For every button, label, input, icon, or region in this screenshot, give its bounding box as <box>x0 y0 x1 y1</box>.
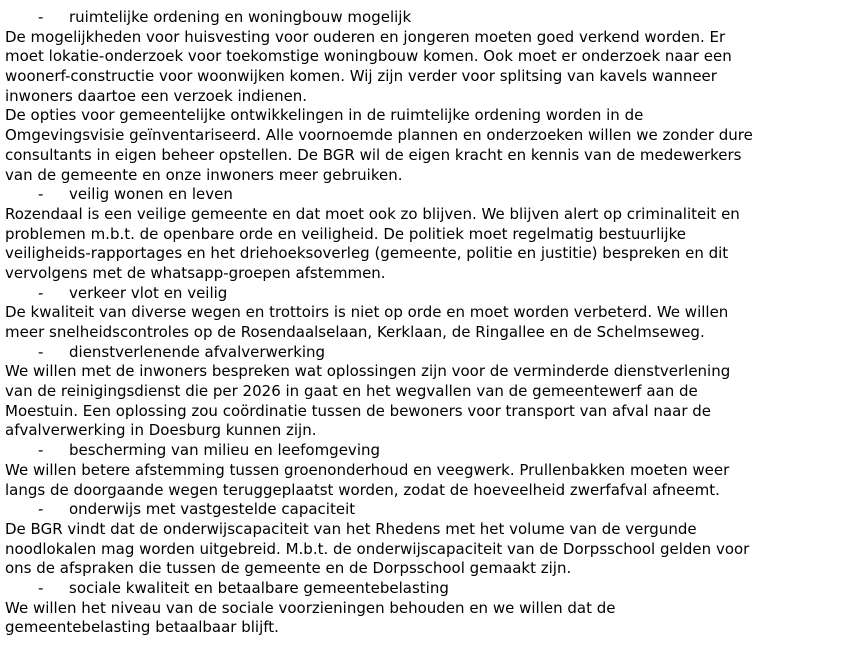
paragraph-line: inwoners daartoe een verzoek indienen. <box>5 86 308 105</box>
paragraph-line: problemen m.b.t. de openbare orde en veiligheid. De politiek moet regelmatig bestuurlijke <box>5 224 686 243</box>
paragraph-line: We willen met de inwoners bespreken wat oplossingen zijn voor de verminderde dienstverlening <box>5 362 731 381</box>
paragraph-line: Moestuin. Een oplossing zou coördinatie tussen de bewoners voor transport van afval naar de <box>5 401 712 420</box>
bullet-heading <box>5 284 843 304</box>
bullet-heading-text: dienstverlenende afvalverwerking <box>69 342 326 361</box>
document-body <box>5 8 843 638</box>
paragraph-line: meer snelheidscontroles op de Rosendaalselaan, Kerklaan, de Ringallee en de Schelmseweg. <box>5 323 705 341</box>
paragraph-line: gemeentebelasting betaalbaar blijft. <box>5 618 279 637</box>
bullet-heading <box>5 441 843 461</box>
bullet-heading <box>5 185 843 205</box>
paragraph-line: Rozendaal is een veilige gemeente en dat moet ook zo blijven. We blijven alert op criminaliteit en <box>5 204 740 223</box>
paragraph-line: Omgevingsvisie geïnventariseerd. Alle voornoemde plannen en onderzoeken willen we zonder dure <box>5 126 753 145</box>
paragraph-line: We willen betere afstemming tussen groenonderhoud en veegwerk. Prullenbakken moeten weer <box>5 460 730 479</box>
bullet-dash: - <box>38 441 44 460</box>
bullet-dash: - <box>38 578 44 597</box>
paragraph-line: consultants in eigen beheer opstellen. De BGR wil de eigen kracht en kennis van de medewerkers <box>5 145 742 164</box>
paragraph-line: ons de afspraken die tussen de gemeente en de Dorpsschool gemaakt zijn. <box>5 559 572 578</box>
paragraph-line: De mogelijkheden voor huisvesting voor ouderen en jongeren moeten goed verkend worden. Er <box>5 27 726 46</box>
paragraph-line: veiligheids-rapportages en het driehoeksoverleg (gemeente, politie en justitie) bespreken en dit <box>5 244 729 263</box>
bullet-heading-text: sociale kwaliteit en betaalbare gemeentebelasting <box>69 578 449 597</box>
paragraph-line: langs de doorgaande wegen teruggeplaatst worden, zodat de hoeveelheid zwerfafval afneemt. <box>5 480 720 499</box>
bullet-heading-text: verkeer vlot en veilig <box>69 283 228 302</box>
bullet-heading-text: onderwijs met vastgestelde capaciteit <box>69 500 356 519</box>
bullet-heading-text: bescherming van milieu en leefomgeving <box>69 441 381 460</box>
paragraph-line: We willen het niveau van de sociale voorzieningen behouden en we willen dat de <box>5 598 616 617</box>
bullet-heading-text: veilig wonen en leven <box>69 185 233 204</box>
paragraph-line: van de gemeente en onze inwoners meer gebruiken. <box>5 165 403 184</box>
paragraph-line: vervolgens met de whatsapp-groepen afstemmen. <box>5 263 386 282</box>
bullet-dash: - <box>38 283 44 302</box>
bullet-heading-text: ruimtelijke ordening en woningbouw mogelijk <box>69 8 412 26</box>
paragraph-line: woonerf-constructie voor woonwijken komen. Wij zijn verder voor splitsing van kavels wanneer <box>5 67 717 86</box>
bullet-heading <box>5 343 843 363</box>
paragraph-line: moet lokatie-onderzoek voor toekomstige woningbouw komen. Ook moet er onderzoek naar een <box>5 47 732 66</box>
bullet-heading <box>5 500 843 520</box>
paragraph-line: van de reinigingsdienst die per 2026 in gaat en het wegvallen van de gemeentewerf aan de <box>5 382 698 401</box>
bullet-dash: - <box>38 185 44 204</box>
bullet-heading <box>5 8 843 28</box>
paragraph-line: noodlokalen mag worden uitgebreid. M.b.t. de onderwijscapaciteit van de Dorpsschool gelden voor <box>5 539 750 558</box>
bullet-heading <box>5 579 843 599</box>
bullet-dash: - <box>38 500 44 519</box>
paragraph-line: afvalverwerking in Doesburg kunnen zijn. <box>5 421 317 440</box>
paragraph-line: De opties voor gemeentelijke ontwikkelingen in de ruimtelijke ordening worden in de <box>5 106 644 125</box>
bullet-dash: - <box>38 342 44 361</box>
paragraph-line: De BGR vindt dat de onderwijscapaciteit van het Rhedens met het volume van de vergunde <box>5 519 697 538</box>
paragraph-line: De kwaliteit van diverse wegen en trottoirs is niet op orde en moet worden verbeterd. We willen <box>5 303 729 322</box>
bullet-dash: - <box>38 8 44 26</box>
